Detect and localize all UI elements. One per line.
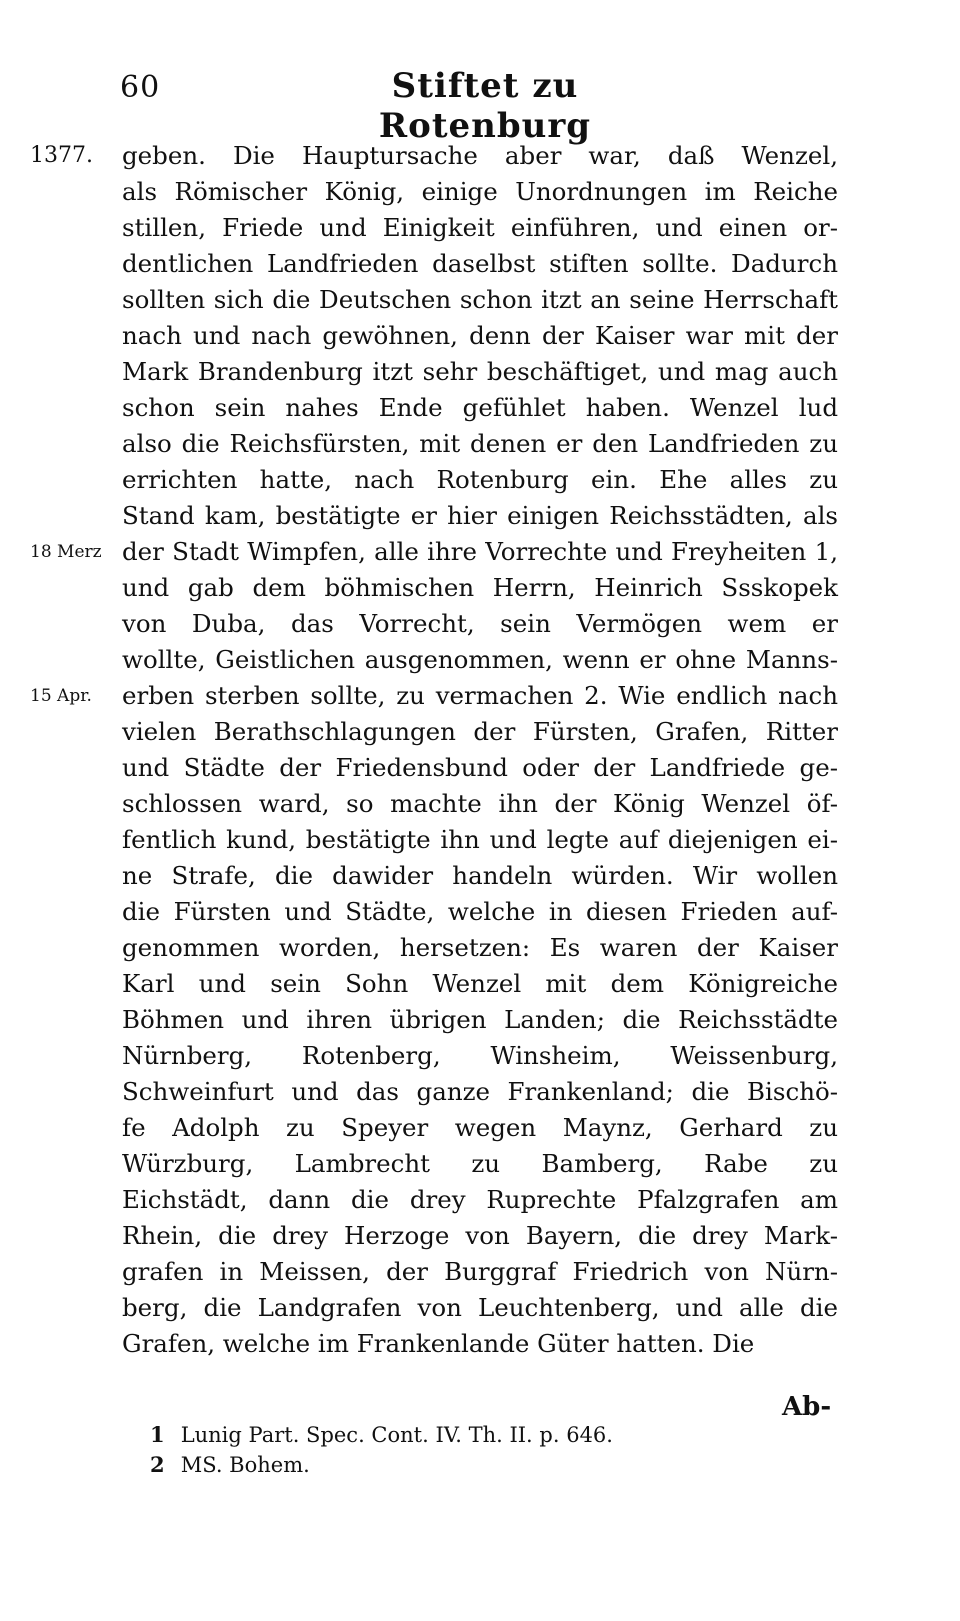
running-title: Stiftet zu Rotenburg [378, 66, 592, 146]
text-line: Würzburg, Lambrecht zu Bamberg, Rabe zu [122, 1149, 838, 1178]
text-line: als Römischer König, einige Unordnungen im Reiche [122, 177, 838, 206]
text-line: geben. Die Hauptursache aber war, daß Wenzel, [122, 141, 838, 170]
text-line: ne Strafe, die dawider handeln würden. Wir wollen [122, 861, 838, 890]
text-line: Schweinfurt und das ganze Frankenland; die Bischö- [122, 1077, 838, 1106]
text-line: Stand kam, bestätigte er hier einigen Reichsstädten, als [122, 501, 838, 530]
page-header [0, 62, 960, 146]
footnote [150, 1450, 850, 1480]
footnote [150, 1420, 850, 1450]
text-line: Böhmen und ihren übrigen Landen; die Reichsstädte [122, 1005, 838, 1034]
footnote-text: MS. Bohem. [180, 1453, 310, 1477]
footnote-text: Lunig Part. Spec. Cont. IV. Th. II. p. 646. [180, 1423, 613, 1447]
text-line: der Stadt Wimpfen, alle ihre Vorrechte und Freyheiten 1, [122, 537, 838, 566]
text-line: nach und nach gewöhnen, denn der Kaiser war mit der [122, 321, 838, 350]
text-line: fentlich kund, bestätigte ihn und legte auf diejenigen ei- [122, 825, 838, 854]
text-line: Nürnberg, Rotenberg, Winsheim, Weissenburg, [122, 1041, 838, 1070]
footnote-mark: 1 [150, 1422, 165, 1447]
text-line: errichten hatte, nach Rotenburg ein. Ehe alles zu [122, 465, 838, 494]
text-line: vielen Berathschlagungen der Fürsten, Grafen, Ritter [122, 717, 838, 746]
text-line: sollten sich die Deutschen schon itzt an seine Herrschaft [122, 285, 838, 314]
text-line: Karl und sein Sohn Wenzel mit dem Königreiche [122, 969, 838, 998]
text-line: und gab dem böhmischen Herrn, Heinrich Ssskopek [122, 573, 838, 602]
text-line: schlossen ward, so machte ihn der König Wenzel öf- [122, 789, 838, 818]
margin-note-year: 1377. [30, 143, 93, 168]
text-line: die Fürsten und Städte, welche in diesen Frieden auf- [122, 897, 838, 926]
text-line: schon sein nahes Ende gefühlet haben. Wenzel lud [122, 393, 838, 422]
text-line: und Städte der Friedensbund oder der Landfriede ge- [122, 753, 838, 782]
text-line: genommen worden, hersetzen: Es waren der Kaiser [122, 933, 838, 962]
text-line: erben sterben sollte, zu vermachen 2. Wie endlich nach [122, 681, 838, 710]
text-line: fe Adolph zu Speyer wegen Maynz, Gerhard zu [122, 1113, 838, 1142]
catchword: Ab- [782, 1392, 832, 1422]
text-line: berg, die Landgrafen von Leuchtenberg, und alle die [122, 1293, 838, 1322]
text-line: Mark Brandenburg itzt sehr beschäftiget, und mag auch [122, 357, 838, 386]
text-line: Eichstädt, dann die drey Ruprechte Pfalzgrafen am [122, 1185, 838, 1214]
text-line: Grafen, welche im Frankenlande Güter hatten. Die [122, 1329, 755, 1358]
margin-note-date: 15 Apr. [30, 686, 92, 706]
text-line: wollte, Geistlichen ausgenommen, wenn er ohne Manns- [122, 645, 838, 674]
footnote-mark: 2 [150, 1452, 165, 1477]
text-line: grafen in Meissen, der Burggraf Friedrich von Nürn- [122, 1257, 838, 1286]
text-line: also die Reichsfürsten, mit denen er den Landfrieden zu [122, 429, 838, 458]
page-number: 60 [120, 70, 161, 105]
margin-note-date: 18 Merz [30, 542, 102, 562]
text-line: von Duba, das Vorrecht, sein Vermögen wem er [122, 609, 838, 638]
text-line: Rhein, die drey Herzoge von Bayern, die drey Mark- [122, 1221, 838, 1250]
text-line: stillen, Friede und Einigkeit einführen, und einen or- [122, 213, 838, 242]
text-line: dentlichen Landfrieden daselbst stiften sollte. Dadurch [122, 249, 838, 278]
